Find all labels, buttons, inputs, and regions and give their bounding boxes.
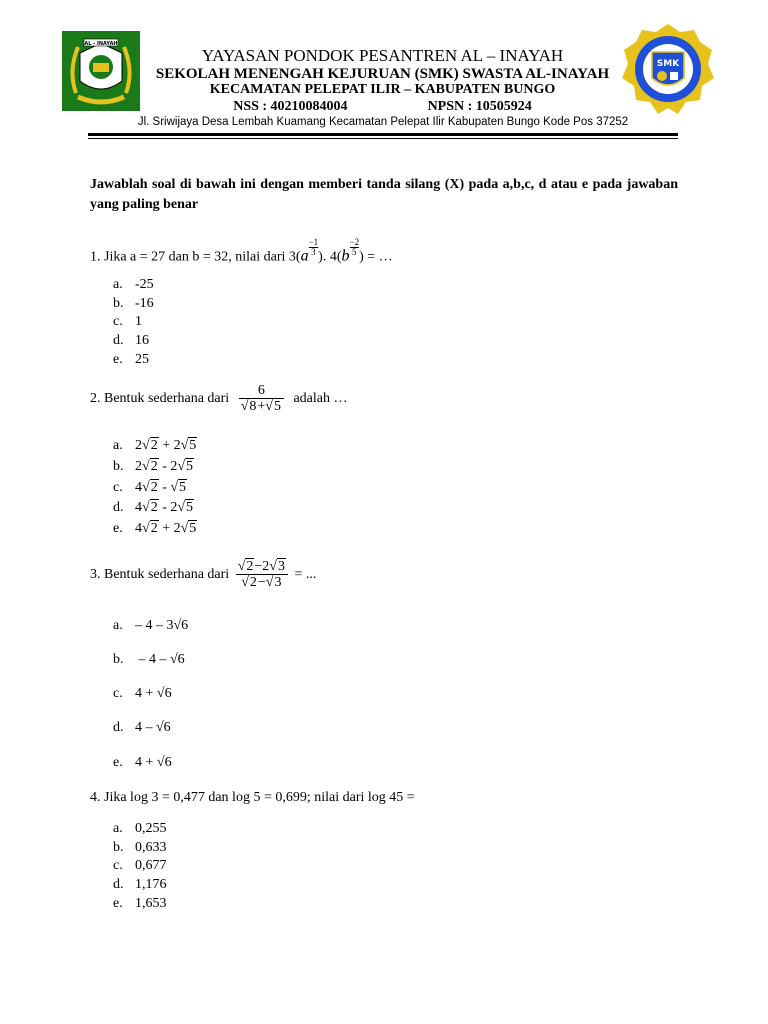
question-1-text: 1. Jika a = 27 dan b = 32, nilai dari 3( xyxy=(90,249,301,265)
exponent-b: $\frac{-2}{5}$ xyxy=(349,237,360,257)
q2-option-c: c. 4√2 - √5 xyxy=(113,480,187,495)
school-logo-right xyxy=(622,22,714,116)
q1-option-e: e. 25 xyxy=(113,352,149,367)
q1-option-c: c. 1 xyxy=(113,314,142,329)
question-1: 1. Jika a = 27 dan b = 32, nilai dari 3(a $\frac{-1}{3}$). 4(b $\frac{-2}{5}$) = … xyxy=(90,237,393,265)
question-4: 4. Jika log 3 = 0,477 dan log 5 = 0,699; nilai dari log 45 = xyxy=(90,790,415,805)
q3-option-a: a. – 4 – 3√6 xyxy=(113,618,189,633)
q4-option-d: d. 1,176 xyxy=(113,877,167,892)
q4-option-b: b. 0,633 xyxy=(113,840,167,855)
q1-option-a: a. -25 xyxy=(113,277,154,292)
q3-option-d: d. 4 – √6 xyxy=(113,720,171,735)
q3-option-e: e. 4 + √6 xyxy=(113,755,172,770)
school-address: Jl. Sriwijaya Desa Lembah Kuamang Kecamatan Pelepat Ilir Kabupaten Bungo Kode Pos 37252 xyxy=(137,116,629,128)
q4-option-e: e. 1,653 xyxy=(113,896,167,911)
q3-option-b: b. – 4 – √6 xyxy=(113,652,185,667)
q2-fraction: $\frac{6}{√8+√5}$ xyxy=(239,383,284,415)
logo-right-text: SMK xyxy=(656,59,680,69)
q3-fraction: $\frac{√2-2√3}{√2-√3}$ xyxy=(236,559,288,591)
school-logo-left xyxy=(62,31,140,111)
question-2-text: 2. Bentuk sederhana dari xyxy=(90,391,230,407)
q2-option-e: e. 4√2 + 2√5 xyxy=(113,521,197,536)
header-divider-thick xyxy=(88,133,678,136)
npsn-number: NPSN : 10505924 xyxy=(427,99,532,114)
foundation-name: YAYASAN PONDOK PESANTREN AL – INAYAH xyxy=(201,46,564,65)
exam-instruction: Jawablah soal di bawah ini dengan memberi tanda silang (X) pada a,b,c, d atau e pada jawaban yang paling benar xyxy=(90,177,678,212)
q2-option-d: d. 4√2 - 2√5 xyxy=(113,500,194,515)
question-2: 2. Bentuk sederhana dari $\frac{6}{√8+√5}$ adalah … xyxy=(90,383,348,415)
logo-left-text: AL - INAYAH xyxy=(84,41,118,47)
question-3: 3. Bentuk sederhana dari $\frac{√2-2√3}{√2-√3}$ = ... xyxy=(90,559,317,591)
q1-option-d: d. 16 xyxy=(113,333,149,348)
school-codes xyxy=(140,99,625,115)
variable-a: a xyxy=(300,247,309,265)
q1-option-b: b. -16 xyxy=(113,296,154,311)
header-divider-thin xyxy=(88,138,678,139)
exponent-a: $\frac{-1}{3}$ xyxy=(308,237,319,257)
variable-b: b xyxy=(341,247,350,265)
q2-option-b: b. 2√2 - 2√5 xyxy=(113,459,194,474)
question-3-text: 3. Bentuk sederhana dari xyxy=(90,567,230,583)
q4-option-c: c. 0,677 xyxy=(113,858,167,873)
q4-option-a: a. 0,255 xyxy=(113,821,167,836)
district-name: KECAMATAN PELEPAT ILIR – KABUPATEN BUNGO xyxy=(209,82,556,97)
q3-option-c: c. 4 + √6 xyxy=(113,686,172,701)
school-name: SEKOLAH MENENGAH KEJURUAN (SMK) SWASTA AL-INAYAH xyxy=(155,66,610,82)
nss-number: NSS : 40210084004 xyxy=(233,99,348,114)
q2-option-a: a. 2√2 + 2√5 xyxy=(113,438,197,453)
